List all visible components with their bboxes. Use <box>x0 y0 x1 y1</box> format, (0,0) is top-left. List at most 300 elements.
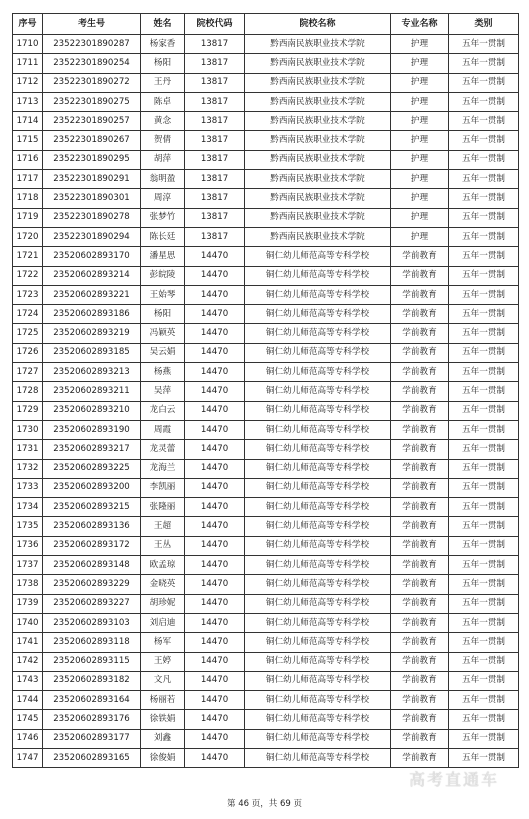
cell-school-code: 14470 <box>185 459 245 478</box>
cell-candidate-id: 23520602893136 <box>43 517 141 536</box>
cell-category: 五年一贯制 <box>449 478 519 497</box>
cell-major: 学前教育 <box>391 478 449 497</box>
cell-name: 冯颖英 <box>141 324 185 343</box>
cell-category: 五年一贯制 <box>449 266 519 285</box>
cell-school-name: 黔西南民族职业技术学院 <box>245 112 391 131</box>
cell-major: 学前教育 <box>391 459 449 478</box>
cell-index: 1739 <box>13 594 43 613</box>
cell-school-code: 14470 <box>185 382 245 401</box>
cell-index: 1723 <box>13 285 43 304</box>
cell-major: 学前教育 <box>391 729 449 748</box>
cell-school-name: 铜仁幼儿师范高等专科学校 <box>245 420 391 439</box>
cell-candidate-id: 23520602893217 <box>43 440 141 459</box>
cell-major: 学前教育 <box>391 575 449 594</box>
table-row <box>13 285 519 304</box>
cell-school-code: 13817 <box>185 227 245 246</box>
cell-school-name: 铜仁幼儿师范高等专科学校 <box>245 594 391 613</box>
cell-candidate-id: 23520602893185 <box>43 343 141 362</box>
cell-index: 1718 <box>13 189 43 208</box>
cell-major: 护理 <box>391 189 449 208</box>
cell-name: 徐俊娟 <box>141 748 185 767</box>
cell-school-name: 铜仁幼儿师范高等专科学校 <box>245 401 391 420</box>
cell-major: 学前教育 <box>391 633 449 652</box>
cell-school-code: 14470 <box>185 517 245 536</box>
cell-major: 护理 <box>391 54 449 73</box>
cell-category: 五年一贯制 <box>449 691 519 710</box>
cell-school-name: 铜仁幼儿师范高等专科学校 <box>245 459 391 478</box>
admission-table <box>12 13 519 768</box>
cell-major: 学前教育 <box>391 420 449 439</box>
cell-index: 1713 <box>13 92 43 111</box>
cell-name: 刘鑫 <box>141 729 185 748</box>
cell-school-name: 黔西南民族职业技术学院 <box>245 227 391 246</box>
cell-index: 1727 <box>13 363 43 382</box>
cell-candidate-id: 23520602893225 <box>43 459 141 478</box>
cell-name: 李凯丽 <box>141 478 185 497</box>
cell-category: 五年一贯制 <box>449 536 519 555</box>
table-row <box>13 401 519 420</box>
cell-school-code: 14470 <box>185 478 245 497</box>
cell-school-name: 铜仁幼儿师范高等专科学校 <box>245 652 391 671</box>
cell-school-name: 铜仁幼儿师范高等专科学校 <box>245 748 391 767</box>
cell-name: 龙海兰 <box>141 459 185 478</box>
cell-major: 学前教育 <box>391 285 449 304</box>
cell-school-code: 14470 <box>185 401 245 420</box>
cell-name: 杨阳 <box>141 54 185 73</box>
table-row <box>13 633 519 652</box>
cell-school-name: 黔西南民族职业技术学院 <box>245 208 391 227</box>
cell-name: 杨家香 <box>141 35 185 54</box>
cell-index: 1740 <box>13 613 43 632</box>
cell-candidate-id: 23520602893213 <box>43 363 141 382</box>
cell-category: 五年一贯制 <box>449 92 519 111</box>
cell-category: 五年一贯制 <box>449 729 519 748</box>
cell-candidate-id: 23522301890275 <box>43 92 141 111</box>
cell-index: 1736 <box>13 536 43 555</box>
cell-name: 杨军 <box>141 633 185 652</box>
cell-index: 1720 <box>13 227 43 246</box>
cell-school-code: 13817 <box>185 112 245 131</box>
cell-major: 学前教育 <box>391 247 449 266</box>
cell-index: 1711 <box>13 54 43 73</box>
cell-index: 1747 <box>13 748 43 767</box>
cell-name: 王丛 <box>141 536 185 555</box>
cell-school-name: 铜仁幼儿师范高等专科学校 <box>245 710 391 729</box>
cell-index: 1717 <box>13 170 43 189</box>
cell-category: 五年一贯制 <box>449 54 519 73</box>
table-row <box>13 536 519 555</box>
cell-index: 1712 <box>13 73 43 92</box>
cell-school-name: 铜仁幼儿师范高等专科学校 <box>245 575 391 594</box>
cell-category: 五年一贯制 <box>449 208 519 227</box>
cell-major: 护理 <box>391 208 449 227</box>
header-index: 序号 <box>13 14 43 35</box>
cell-candidate-id: 23520602893103 <box>43 613 141 632</box>
cell-school-name: 铜仁幼儿师范高等专科学校 <box>245 671 391 690</box>
cell-school-name: 铜仁幼儿师范高等专科学校 <box>245 440 391 459</box>
cell-category: 五年一贯制 <box>449 227 519 246</box>
cell-category: 五年一贯制 <box>449 652 519 671</box>
cell-category: 五年一贯制 <box>449 324 519 343</box>
cell-candidate-id: 23520602893170 <box>43 247 141 266</box>
table-row <box>13 343 519 362</box>
cell-index: 1728 <box>13 382 43 401</box>
table-row <box>13 247 519 266</box>
cell-name: 彭皖陵 <box>141 266 185 285</box>
cell-name: 吴萍 <box>141 382 185 401</box>
cell-major: 护理 <box>391 150 449 169</box>
cell-index: 1710 <box>13 35 43 54</box>
table-row <box>13 575 519 594</box>
cell-index: 1742 <box>13 652 43 671</box>
cell-index: 1721 <box>13 247 43 266</box>
table-row <box>13 517 519 536</box>
cell-major: 护理 <box>391 131 449 150</box>
cell-index: 1724 <box>13 305 43 324</box>
table-row <box>13 652 519 671</box>
cell-school-code: 13817 <box>185 170 245 189</box>
cell-major: 学前教育 <box>391 305 449 324</box>
cell-category: 五年一贯制 <box>449 170 519 189</box>
table-header-row <box>13 14 519 35</box>
table-row <box>13 691 519 710</box>
cell-major: 学前教育 <box>391 556 449 575</box>
header-school-name: 院校名称 <box>245 14 391 35</box>
cell-school-name: 铜仁幼儿师范高等专科学校 <box>245 498 391 517</box>
cell-category: 五年一贯制 <box>449 575 519 594</box>
cell-candidate-id: 23522301890301 <box>43 189 141 208</box>
cell-school-code: 14470 <box>185 691 245 710</box>
table-row <box>13 498 519 517</box>
cell-index: 1732 <box>13 459 43 478</box>
cell-name: 王始琴 <box>141 285 185 304</box>
cell-candidate-id: 23520602893165 <box>43 748 141 767</box>
cell-major: 学前教育 <box>391 594 449 613</box>
cell-category: 五年一贯制 <box>449 343 519 362</box>
cell-school-code: 14470 <box>185 343 245 362</box>
cell-major: 学前教育 <box>391 671 449 690</box>
table-row <box>13 729 519 748</box>
table-row <box>13 363 519 382</box>
cell-index: 1716 <box>13 150 43 169</box>
table-row <box>13 440 519 459</box>
cell-name: 徐铁娟 <box>141 710 185 729</box>
cell-major: 护理 <box>391 73 449 92</box>
cell-school-code: 14470 <box>185 285 245 304</box>
cell-school-code: 14470 <box>185 556 245 575</box>
cell-index: 1746 <box>13 729 43 748</box>
cell-name: 龙灵蕾 <box>141 440 185 459</box>
header-candidate-id: 考生号 <box>43 14 141 35</box>
cell-category: 五年一贯制 <box>449 633 519 652</box>
table-row <box>13 266 519 285</box>
cell-school-code: 14470 <box>185 613 245 632</box>
cell-category: 五年一贯制 <box>449 150 519 169</box>
cell-school-name: 黔西南民族职业技术学院 <box>245 170 391 189</box>
cell-name: 黄念 <box>141 112 185 131</box>
cell-candidate-id: 23522301890294 <box>43 227 141 246</box>
cell-major: 学前教育 <box>391 324 449 343</box>
table-row <box>13 92 519 111</box>
cell-category: 五年一贯制 <box>449 382 519 401</box>
table-row <box>13 73 519 92</box>
cell-name: 张梦竹 <box>141 208 185 227</box>
cell-school-code: 14470 <box>185 671 245 690</box>
cell-school-name: 铜仁幼儿师范高等专科学校 <box>245 247 391 266</box>
table-row <box>13 478 519 497</box>
cell-major: 学前教育 <box>391 536 449 555</box>
cell-category: 五年一贯制 <box>449 440 519 459</box>
cell-index: 1725 <box>13 324 43 343</box>
cell-major: 学前教育 <box>391 266 449 285</box>
cell-index: 1715 <box>13 131 43 150</box>
cell-candidate-id: 23520602893210 <box>43 401 141 420</box>
cell-candidate-id: 23520602893229 <box>43 575 141 594</box>
cell-category: 五年一贯制 <box>449 613 519 632</box>
cell-candidate-id: 23520602893190 <box>43 420 141 439</box>
cell-name: 刘启迪 <box>141 613 185 632</box>
cell-school-code: 14470 <box>185 575 245 594</box>
table-row <box>13 382 519 401</box>
cell-category: 五年一贯制 <box>449 556 519 575</box>
cell-school-name: 铜仁幼儿师范高等专科学校 <box>245 343 391 362</box>
cell-major: 护理 <box>391 92 449 111</box>
cell-school-name: 黔西南民族职业技术学院 <box>245 73 391 92</box>
header-major: 专业名称 <box>391 14 449 35</box>
cell-category: 五年一贯制 <box>449 363 519 382</box>
cell-candidate-id: 23520602893176 <box>43 710 141 729</box>
cell-school-name: 黔西南民族职业技术学院 <box>245 150 391 169</box>
table-row <box>13 189 519 208</box>
cell-school-name: 黔西南民族职业技术学院 <box>245 92 391 111</box>
cell-school-name: 铜仁幼儿师范高等专科学校 <box>245 633 391 652</box>
cell-index: 1729 <box>13 401 43 420</box>
cell-major: 护理 <box>391 35 449 54</box>
cell-category: 五年一贯制 <box>449 35 519 54</box>
cell-school-code: 13817 <box>185 73 245 92</box>
cell-major: 学前教育 <box>391 710 449 729</box>
cell-major: 学前教育 <box>391 498 449 517</box>
page-footer: 第 46 页，共 69 页 <box>227 799 302 809</box>
table-row <box>13 671 519 690</box>
cell-name: 文凡 <box>141 671 185 690</box>
cell-candidate-id: 23522301890287 <box>43 35 141 54</box>
cell-name: 杨丽若 <box>141 691 185 710</box>
table-row <box>13 54 519 73</box>
cell-category: 五年一贯制 <box>449 305 519 324</box>
cell-index: 1730 <box>13 420 43 439</box>
table-row <box>13 324 519 343</box>
cell-candidate-id: 23522301890295 <box>43 150 141 169</box>
cell-category: 五年一贯制 <box>449 498 519 517</box>
cell-school-name: 铜仁幼儿师范高等专科学校 <box>245 729 391 748</box>
cell-name: 陈卓 <box>141 92 185 111</box>
cell-index: 1714 <box>13 112 43 131</box>
cell-major: 护理 <box>391 227 449 246</box>
table-row <box>13 170 519 189</box>
table-row <box>13 556 519 575</box>
cell-major: 学前教育 <box>391 382 449 401</box>
cell-index: 1741 <box>13 633 43 652</box>
cell-school-code: 13817 <box>185 35 245 54</box>
cell-index: 1731 <box>13 440 43 459</box>
cell-category: 五年一贯制 <box>449 189 519 208</box>
cell-name: 王婷 <box>141 652 185 671</box>
cell-school-code: 13817 <box>185 54 245 73</box>
cell-candidate-id: 23522301890272 <box>43 73 141 92</box>
cell-category: 五年一贯制 <box>449 247 519 266</box>
header-school-code: 院校代码 <box>185 14 245 35</box>
cell-category: 五年一贯制 <box>449 748 519 767</box>
cell-candidate-id: 23522301890267 <box>43 131 141 150</box>
cell-school-name: 黔西南民族职业技术学院 <box>245 131 391 150</box>
cell-name: 潘星思 <box>141 247 185 266</box>
cell-index: 1745 <box>13 710 43 729</box>
cell-name: 龙白云 <box>141 401 185 420</box>
cell-school-name: 铜仁幼儿师范高等专科学校 <box>245 285 391 304</box>
cell-school-name: 铜仁幼儿师范高等专科学校 <box>245 613 391 632</box>
admission-list-sheet <box>12 13 518 768</box>
cell-category: 五年一贯制 <box>449 671 519 690</box>
table-row <box>13 227 519 246</box>
cell-school-code: 13817 <box>185 131 245 150</box>
cell-candidate-id: 23520602893118 <box>43 633 141 652</box>
cell-index: 1733 <box>13 478 43 497</box>
cell-major: 学前教育 <box>391 613 449 632</box>
cell-school-code: 13817 <box>185 150 245 169</box>
cell-name: 杨燕 <box>141 363 185 382</box>
cell-index: 1734 <box>13 498 43 517</box>
cell-index: 1744 <box>13 691 43 710</box>
cell-candidate-id: 23520602893186 <box>43 305 141 324</box>
header-category: 类别 <box>449 14 519 35</box>
cell-school-name: 铜仁幼儿师范高等专科学校 <box>245 266 391 285</box>
cell-candidate-id: 23522301890254 <box>43 54 141 73</box>
cell-school-name: 铜仁幼儿师范高等专科学校 <box>245 305 391 324</box>
cell-major: 学前教育 <box>391 363 449 382</box>
cell-candidate-id: 23520602893221 <box>43 285 141 304</box>
cell-major: 学前教育 <box>391 517 449 536</box>
cell-candidate-id: 23520602893148 <box>43 556 141 575</box>
cell-major: 学前教育 <box>391 440 449 459</box>
cell-school-name: 铜仁幼儿师范高等专科学校 <box>245 363 391 382</box>
cell-school-code: 14470 <box>185 729 245 748</box>
cell-candidate-id: 23522301890257 <box>43 112 141 131</box>
cell-school-code: 14470 <box>185 748 245 767</box>
cell-school-name: 铜仁幼儿师范高等专科学校 <box>245 556 391 575</box>
cell-candidate-id: 23522301890278 <box>43 208 141 227</box>
cell-school-code: 14470 <box>185 594 245 613</box>
cell-school-name: 黔西南民族职业技术学院 <box>245 54 391 73</box>
brand-watermark: 高考直通车 <box>408 770 499 789</box>
cell-name: 翁明盈 <box>141 170 185 189</box>
cell-major: 护理 <box>391 170 449 189</box>
cell-school-code: 13817 <box>185 92 245 111</box>
table-row <box>13 112 519 131</box>
table-row <box>13 131 519 150</box>
cell-school-code: 14470 <box>185 652 245 671</box>
cell-major: 学前教育 <box>391 343 449 362</box>
cell-name: 金晓英 <box>141 575 185 594</box>
cell-major: 学前教育 <box>391 691 449 710</box>
cell-category: 五年一贯制 <box>449 594 519 613</box>
table-row <box>13 305 519 324</box>
cell-name: 胡萍 <box>141 150 185 169</box>
cell-major: 护理 <box>391 112 449 131</box>
cell-name: 欧孟琼 <box>141 556 185 575</box>
cell-school-code: 14470 <box>185 266 245 285</box>
cell-school-code: 14470 <box>185 498 245 517</box>
cell-school-code: 14470 <box>185 536 245 555</box>
cell-school-code: 14470 <box>185 440 245 459</box>
header-name: 姓名 <box>141 14 185 35</box>
cell-candidate-id: 23520602893227 <box>43 594 141 613</box>
cell-candidate-id: 23520602893211 <box>43 382 141 401</box>
cell-school-name: 铜仁幼儿师范高等专科学校 <box>245 536 391 555</box>
cell-candidate-id: 23520602893215 <box>43 498 141 517</box>
cell-school-code: 14470 <box>185 363 245 382</box>
cell-school-name: 铜仁幼儿师范高等专科学校 <box>245 382 391 401</box>
cell-category: 五年一贯制 <box>449 710 519 729</box>
cell-name: 贺倩 <box>141 131 185 150</box>
cell-school-code: 14470 <box>185 710 245 729</box>
cell-name: 王丹 <box>141 73 185 92</box>
cell-school-code: 14470 <box>185 633 245 652</box>
cell-index: 1743 <box>13 671 43 690</box>
cell-candidate-id: 23520602893172 <box>43 536 141 555</box>
table-row <box>13 710 519 729</box>
cell-school-code: 13817 <box>185 208 245 227</box>
cell-school-name: 黔西南民族职业技术学院 <box>245 189 391 208</box>
cell-candidate-id: 23522301890291 <box>43 170 141 189</box>
table-row <box>13 208 519 227</box>
cell-candidate-id: 23520602893200 <box>43 478 141 497</box>
cell-candidate-id: 23520602893182 <box>43 671 141 690</box>
table-row <box>13 150 519 169</box>
cell-candidate-id: 23520602893219 <box>43 324 141 343</box>
cell-major: 学前教育 <box>391 748 449 767</box>
cell-school-code: 13817 <box>185 189 245 208</box>
cell-school-name: 铜仁幼儿师范高等专科学校 <box>245 324 391 343</box>
cell-category: 五年一贯制 <box>449 73 519 92</box>
cell-school-code: 14470 <box>185 324 245 343</box>
cell-name: 杨阳 <box>141 305 185 324</box>
cell-school-code: 14470 <box>185 420 245 439</box>
cell-category: 五年一贯制 <box>449 131 519 150</box>
cell-school-code: 14470 <box>185 305 245 324</box>
cell-category: 五年一贯制 <box>449 401 519 420</box>
cell-school-name: 铜仁幼儿师范高等专科学校 <box>245 478 391 497</box>
cell-name: 吴云娟 <box>141 343 185 362</box>
cell-major: 学前教育 <box>391 401 449 420</box>
cell-candidate-id: 23520602893115 <box>43 652 141 671</box>
table-row <box>13 613 519 632</box>
cell-candidate-id: 23520602893177 <box>43 729 141 748</box>
cell-name: 周霞 <box>141 420 185 439</box>
cell-category: 五年一贯制 <box>449 517 519 536</box>
cell-category: 五年一贯制 <box>449 112 519 131</box>
cell-name: 胡珍妮 <box>141 594 185 613</box>
cell-category: 五年一贯制 <box>449 420 519 439</box>
cell-index: 1722 <box>13 266 43 285</box>
cell-index: 1719 <box>13 208 43 227</box>
cell-name: 陈长廷 <box>141 227 185 246</box>
table-row <box>13 594 519 613</box>
cell-school-name: 黔西南民族职业技术学院 <box>245 35 391 54</box>
cell-name: 王超 <box>141 517 185 536</box>
table-row <box>13 748 519 767</box>
cell-index: 1738 <box>13 575 43 594</box>
